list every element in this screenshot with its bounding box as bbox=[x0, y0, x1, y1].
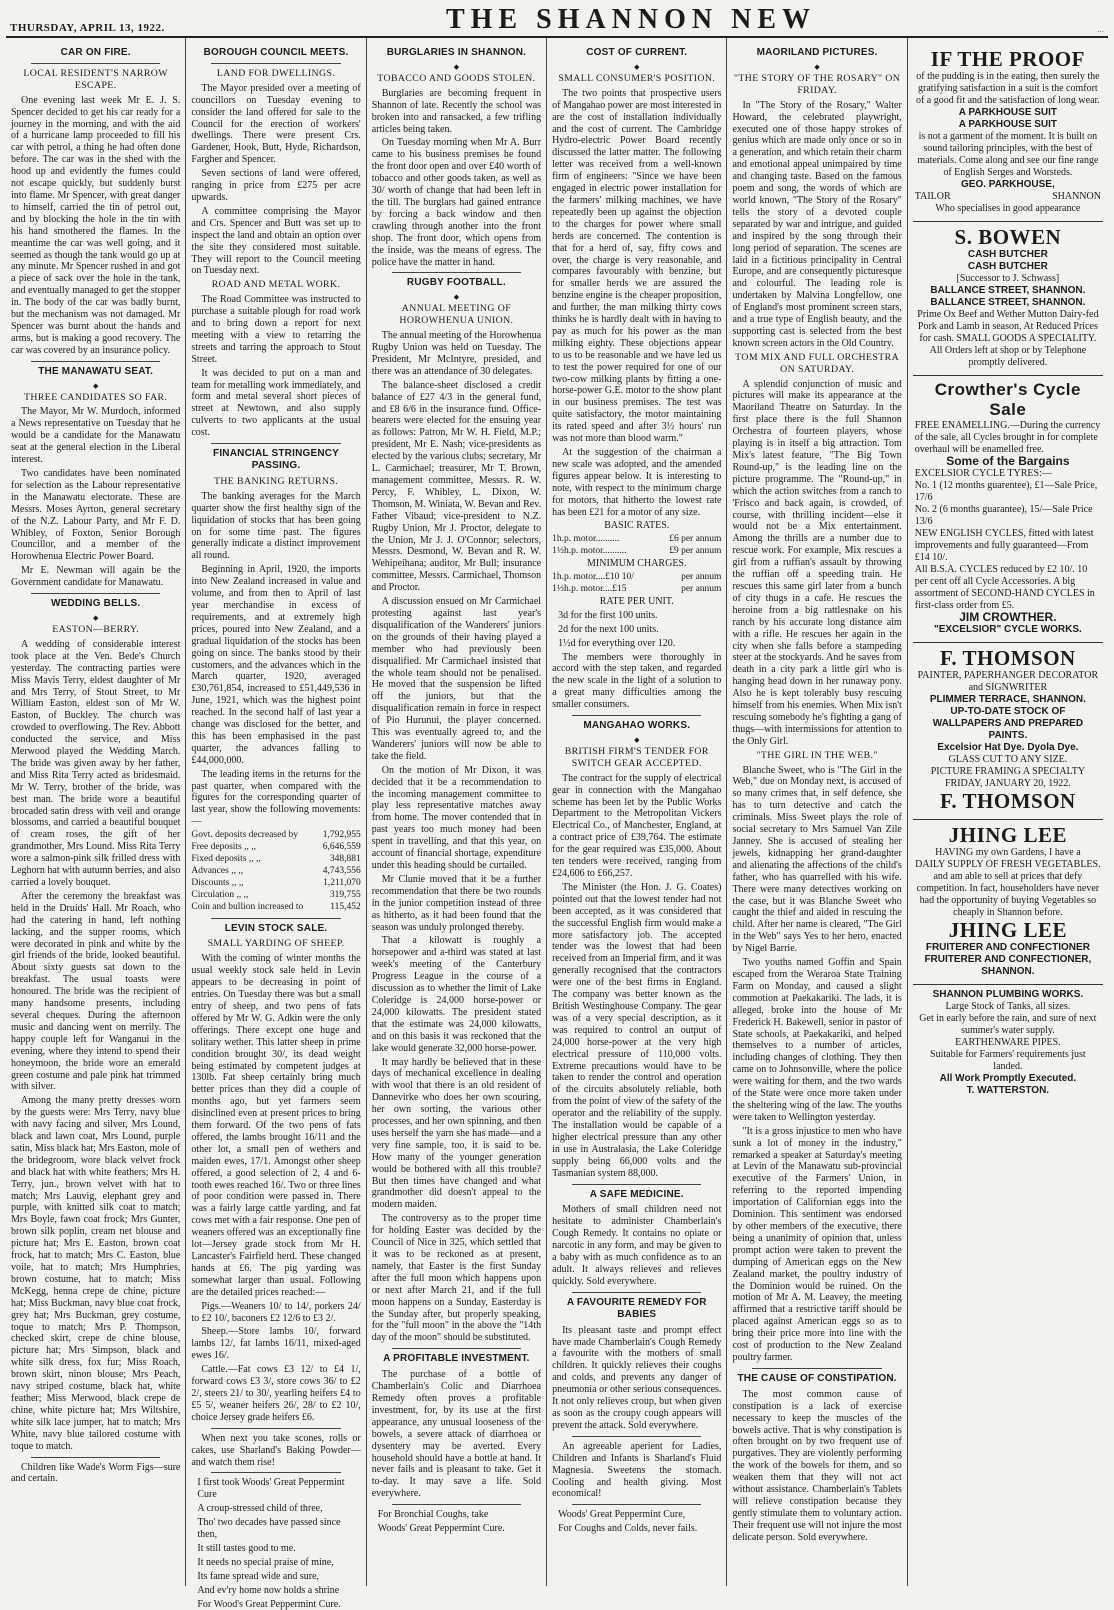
article-heading: MANGAHAO WORKS. bbox=[583, 720, 691, 732]
unit-rate: 1½d for everything over 120. bbox=[558, 637, 676, 649]
advert-name: GEO. PARKHOUSE, bbox=[961, 179, 1055, 190]
advert-title: Crowther's Cycle Sale bbox=[934, 380, 1081, 419]
advert-line: For Bronchial Coughs, take bbox=[377, 1509, 489, 1521]
article-paragraph: Two youths named Goffin and Spain escaped from the Weraroa State Training Farm on Monday, and caused a slight commotion at Paekakariki. The lads, it is alleged, broke into the house of Mr Frederick H. Bakewell, senior in pastor of State schools, at Paekakariki, and helped themselves to a number of articles, including changes of clothing. They then came on to Johnsonville, where the police were waiting for them, and the two wards of the State were once more taken under the sheltering wing of the law. The youths were taken to Wellington yesterday. bbox=[732, 957, 902, 1123]
verse-line: Its fame spread wide and sure, bbox=[197, 1570, 319, 1582]
article-subheading: THREE CANDIDATES SO FAR. bbox=[24, 391, 168, 403]
newspaper-title: THE SHANNON NEW bbox=[445, 4, 817, 35]
parkhouse-advert bbox=[913, 44, 1103, 222]
banking-table: Govt. deposits decreased by 1,792,955 Free deposits ,, ,, 6,646,559 Fixed deposits ,, ,, 348,881 Advances ,, ,, 4,743,556 Discounts ,, ,, 1,211,070 Circulation ,, ,, 319,755 Coin and bullion increased to 115,452 bbox=[191, 830, 361, 912]
advert-body: is not a garment of the moment. It is built on sound tailoring principles, with the best of materials. Come along and see our fine range of English Serges and Worsteds. bbox=[917, 131, 1099, 178]
article-paragraph: Mothers of small children need not hesitate to administer Chamberlain's Cough Remedy. It contains no opiate or narcotic in any form, and may be given to a baby with as much confidence as to an adult. It always relieves and relieves quickly. Sold everywhere. bbox=[552, 1204, 722, 1287]
article-paragraph: The banking averages for the March quarter show the first healthy sign of the liquidation of stocks that has been going on for some time past. The figures generally indicate a distinct improvement all round. bbox=[191, 490, 361, 562]
advert-title: IF THE PROOF bbox=[930, 47, 1085, 71]
article-subheading: "THE STORY OF THE ROSARY" ON FRIDAY. bbox=[733, 72, 901, 96]
bowen-advert bbox=[913, 222, 1103, 376]
article-paragraph: Its pleasant taste and prompt effect have made Chamberlain's Cough Remedy a favourite with the mothers of small children. It quickly relieves their coughs and colds, and prevents any danger of pneumonia or other serious consequences. It not only relieves croup, but when given as soon as the croupy cough appears will prevent the attack. Sold everywhere. bbox=[552, 1324, 722, 1431]
article-subheading: TOBACCO AND GOODS STOLEN. bbox=[377, 72, 536, 84]
article-paragraph: On Tuesday morning when Mr A. Burr came to his business premises he found the front door open and over £40 worth of tobacco and other goods taken, as well as 30/ worth of change that had been left in the till. The burglars had gained entrance by forcing a back window and then crawling through another into the front shop. The front door, which opens from the inside, was the means of egress. The police have the matter in hand. bbox=[371, 137, 542, 268]
article-paragraph: Seven sections of land were offered, ranging in price from £275 per acre upwards. bbox=[191, 168, 361, 203]
article-paragraph: The contract for the supply of electrical gear in connection with the Mangahao scheme has been let by the Public Works Department to the Metropolitan Vickers Electrical Co., of Manchester, England, at a contract price of £39,764. The estimate for the gear required was £35,000. About ten tenders were received, ranging from £24,606 to £66,257. bbox=[552, 772, 722, 879]
article-heading: A PROFITABLE INVESTMENT. bbox=[383, 1353, 530, 1365]
advert-line: HAVING my own Gardens, I have a bbox=[935, 846, 1081, 858]
thomson-advert bbox=[913, 643, 1103, 820]
verse-line: For Wood's Great Peppermint Cure. bbox=[197, 1598, 341, 1610]
advert-line: Woods' Great Peppermint Cure, bbox=[558, 1509, 686, 1521]
article-paragraph: That a kilowatt is roughly a horsepower and a-third was stated at last week's meeting of the Canterbury Progress League in the course of a discussion as to whether the limit of Lake Coleridge is 24,000 horse-power or 24,000 kilowatts. The president stated that the estimate was 24,000 kilowatts, and on this basis it was reckoned that the lake would generate 32,000 horse-power. bbox=[371, 935, 542, 1054]
advert-line: PICTURE FRAMING A SPECIALTY FRIDAY, JANUARY 20, 1922. bbox=[930, 765, 1086, 789]
jhing-lee-advert bbox=[913, 820, 1103, 985]
rates-heading: RATE PER UNIT. bbox=[599, 595, 674, 607]
masthead-right: ... bbox=[1097, 24, 1104, 34]
article-paragraph: The Road Committee was instructed to purchase a suitable plough for road work and to bring down a report for next meeting with a view to retarring the streets and tarring the approach to Stout Street. bbox=[191, 294, 361, 365]
verse-line: And ev'ry home now holds a shrine bbox=[197, 1584, 340, 1596]
advert-trade: TAILOR bbox=[914, 191, 951, 202]
advert-line: UP-TO-DATE STOCK OF WALLPAPERS AND PREPARED PAINTS. bbox=[932, 705, 1084, 741]
unit-rate: 3d for the first 100 units. bbox=[558, 609, 658, 621]
article-paragraph: The members were thoroughly in accord with the step taken, and regarded the new scale in the light of a solution to a great many difficulties among the smaller consumers. bbox=[552, 651, 722, 711]
article-subheading: EASTON—BERRY. bbox=[52, 623, 140, 635]
article-subheading: LOCAL RESIDENT'S NARROW ESCAPE. bbox=[23, 67, 168, 91]
article-paragraph: One evening last week Mr E. J. S. Spencer decided to get his car ready for a journey in the morning, and with the aid of a hurricane lamp proceeded to fill his car with petrol, a thing he had often done before. The car was in the shed with the hood up and evidently the fumes could not escape quickly, but suddenly burst into flame. Mr Spencer, with great danger to himself, carried the tin of petrol out, and by blocking the hole in the tin with his hand smothered the flames. In the meantime the car was well going, and it seemed as though the tank would go up at any minute. Mr Spencer rushed in and got a piece of sack over the hole in the tank, and eventually managed to get the stopper in. The body of the car was badly burnt, but the mechanism was not damaged. Mr Spencer was burnt about the hands and arms, but is making a good recovery. The car was covered by an insurance policy. bbox=[11, 94, 181, 356]
advert-line: Suitable for Farmers' requirements just landed. bbox=[930, 1048, 1086, 1072]
advert-line: All Work Promptly Executed. bbox=[939, 1072, 1077, 1084]
advert-name: F. THOMSON bbox=[940, 788, 1076, 813]
advert-title: JHING LEE bbox=[948, 917, 1068, 942]
basic-rates-table: 1h.p. motor.......... £6 per annum 1½h.p. motor.......... £9 per annum bbox=[552, 534, 722, 557]
article-paragraph: Beginning in April, 1920, the imports into New Zealand increased in value and volume, and from then to April of last year merchandise in excess of requirements, and at extremely high prices, poured into New Zealand, and a gradual liquidation of the stocks has been going on since. The banks stood by their customers, and the advances which in the March quarter, 1920, averaged £30,761,854, increased to £51,449,536 in June, 1921, which was the highest point reached. In the second half of last year a change was disclosed for the better, and this has been emphasised in the past quarter, the advances falling to £44,000,000. bbox=[191, 564, 361, 766]
article-paragraph: A committee comprising the Mayor and Crs. Spencer and Butt was set up to inspect the land and obtain an option over the site they considered most suitable. They will report to the Council meeting on Tuesday next. bbox=[191, 205, 361, 277]
article-paragraph: After the ceremony the breakfast was held in the Druids' Hall. Mr Roach, who had the catering in hand, left nothing lacking, and the supper rooms, which were decorated in pink and white by the girl friends of the bride, looked beautiful. About sixty guests sat down to the breakfast. The usual toasts were honoured. The bride was the recipient of many handsome presents, including several cheques. During the afternoon music and dancing went on merrily. The happy couple left for Wanganui in the evening, where they intend to spend their honeymoon, the bride wore an emerald green costume and pale pink hat trimmed with silver. bbox=[11, 890, 181, 1093]
advert-title: JHING LEE bbox=[948, 822, 1068, 847]
article-heading: CAR ON FIRE. bbox=[60, 47, 131, 58]
article-paragraph: The annual meeting of the Horowhenua Rugby Union was held on Tuesday. The President, Mr McIntyre, presided, and there was an attendance of 30 delegates. bbox=[371, 330, 542, 377]
article-paragraph: Pigs.—Weaners 10/ to 14/, porkers 24/ to £2 10/, baconers £2 12/6 to £3 2/. bbox=[191, 1300, 361, 1324]
advert-line: DAILY SUPPLY OF FRESH VEGETABLES. bbox=[915, 858, 1101, 870]
article-subheading: "THE GIRL IN THE WEB." bbox=[756, 749, 878, 761]
crowther-advert bbox=[913, 376, 1103, 643]
article-heading: WEDDING BELLS. bbox=[50, 598, 141, 610]
article-paragraph: The purchase of a bottle of Chamberlain's Colic and Diarrhoea Remedy often proves a profitable investment, for, by its use at the first appearance, any unusual looseness of the bowels, a severe attack of diarrhoea or dysentery may be averted. Every household should have a bottle at hand. It never fails and is pleasant to take. Get it to-day. It may save a life. Sold everywhere. bbox=[371, 1369, 542, 1500]
article-paragraph: Cattle.—Fat cows £3 12/ to £4 1/, forward cows £3 3/, store cows 36/ to £2 2/, steers 21/ to 30/, yearling heifers £4 to £5 5/, weaner heifers 26/, 28/ to £2 10/, choice Jersey grade heifers £6. bbox=[191, 1364, 361, 1423]
advert-line: When next you take scones, rolls or cakes, use Sharland's Baking Powder—and watch them rise! bbox=[191, 1432, 361, 1468]
minimum-charges-table: 1h.p. motor....£10 10/ per annum 1½h.p. motor....£15 per annum bbox=[552, 572, 722, 594]
article-paragraph: Sheep.—Store lambs 10/, forward lambs 12/, fat lambs 16/11, mixed-aged ewes 16/. bbox=[191, 1326, 361, 1362]
article-paragraph: Burglaries are becoming frequent in Shannon of late. Recently the school was broken into and ransacked, a few trifling articles being taken. bbox=[371, 87, 542, 135]
advert-line: For Coughs and Colds, never fails. bbox=[558, 1523, 698, 1535]
advert-line: "EXCELSIOR" CYCLE WORKS. bbox=[933, 623, 1082, 635]
article-paragraph: On the motion of Mr Dixon, it was decided that it be a recommendation to the incoming management committee to play less representative matches away from home. The mover contended that in past years too much money had been spent in travelling, and that this year, on account of financial shortage, expenditure under this heading should be curtailed. bbox=[371, 764, 542, 871]
rates-heading: BASIC RATES. bbox=[604, 520, 670, 532]
advert-line: No. 1 (12 months guarentee), £1—Sale Price, 17/6 bbox=[914, 479, 1098, 503]
advert-body: Prime Ox Beef and Wether Mutton Dairy-fed Pork and Lamb in season, At Reduced Prices for cash. SMALL GOODS A SPECIALITY. All Orders left at shop or by Telephone promptly delivered. bbox=[917, 309, 1099, 368]
article-heading: MAORILAND PICTURES. bbox=[756, 47, 878, 58]
article-paragraph: Among the many pretty dresses worn by the guests were: Mrs Terry, navy blue with navy facing and silver, Mrs Lound, black and lawn coat, Mrs Lound, purple satin, Miss black hat; Mrs Easton, mole of the bridegroom, wore black velvet frock and black hat with white feathers; Mrs H. Terry, jun., brown velvet with hat to match; Mrs Lauvig, elephant grey and purple, with knitted silk coat to match; Mrs Boyle, fawn coat frock; Mrs Gunter, brown silk poplin, cream net blouse and picture hat; Mrs E. Easton, brown coat frock, hat to match; Mrs C. Easton, blue voile, hat to match; Mrs Humphries, brown costume, hat to match; Miss McKegg, henna crepe de chine, picture hat; Miss Buckman, navy blue coat frock, grey hat; Mrs Buckman, grey costume, toque to match; Mrs P. Thompson, checked skirt, crepe de chine blouse, picture hat; Mrs Simpson, black and white silk dress, fox fur; Miss Roach, brown skirt, ninon blouse; Mrs Peach, navy striped costume, black hat, white feather; Miss Merwood, black crepe de chine, white picture hat; Mrs Wiltshire, white silk lace jumper, hat to match; Mrs White, navy blue tailored costume with toque to match. bbox=[11, 1095, 181, 1452]
article-heading: FINANCIAL STRINGENCY PASSING. bbox=[213, 448, 340, 471]
advert-line: [Successor to J. Schwass] bbox=[956, 273, 1060, 284]
article-heading: RUGBY FOOTBALL. bbox=[406, 277, 506, 289]
article-paragraph: The Mayor, Mr W. Murdoch, informed a News representative on Tuesday that he would be a candidate for the Manawatu seat at the general election in the Liberal interest. bbox=[11, 406, 181, 466]
article-subheading: SMALL YARDING OF SHEEP. bbox=[207, 938, 345, 950]
article-heading: A FAVOURITE REMEDY FOR BABIES bbox=[566, 1296, 707, 1320]
article-paragraph: It was decided to put on a man and team for metalling work immediately, and form and metal several short pieces of street at Newtown, and also supply culverts to two applicants at the usual cost. bbox=[191, 367, 361, 439]
article-heading: COST OF CURRENT. bbox=[586, 47, 688, 58]
verse-line: I first took Woods' Great Peppermint Cure bbox=[197, 1477, 345, 1501]
article-paragraph: The leading items in the returns for the past quarter, when compared with the figures for the corresponding quarter of last year, show the following movements:— bbox=[191, 768, 361, 828]
article-heading: THE MANAWATU SEAT. bbox=[38, 365, 154, 377]
advert-title: S. BOWEN bbox=[954, 225, 1062, 249]
advert-town: SHANNON bbox=[1052, 191, 1101, 202]
plumbing-advert bbox=[913, 985, 1103, 1103]
advert-column bbox=[908, 38, 1108, 1586]
article-subheading: THE BANKING RETURNS. bbox=[213, 475, 339, 487]
verse-line: A croup-stressed child of three, bbox=[197, 1503, 323, 1515]
article-heading: THE CAUSE OF CONSTIPATION. bbox=[737, 1372, 897, 1384]
article-subheading: ANNUAL MEETING OF HOROWHENUA UNION. bbox=[399, 303, 514, 327]
verse-line: It still tastes good to me. bbox=[197, 1542, 296, 1554]
article-paragraph: It may hardly be believed that in these days of mechanical excellence in dealing with wool that there is an old resident of Dannevirke who does her own scouring, her own sorting, the various other processes, and her own spinning, and then uses herself the yarn she has made—and a very fine sample, too, it is said to be. How many of the younger generation would be bothered with all this trouble? But then times have changed and what grandmother did doesn't appeal to the modern maiden. bbox=[371, 1056, 542, 1211]
advert-line: FRUITERER AND CONFECTIONER FRUITERER AND CONFECTIONER, SHANNON. bbox=[924, 941, 1092, 977]
article-paragraph: In "The Story of the Rosary," Walter Howard, the celebrated playwright, executed one of those happy strokes of genius which are made only once or so in a generation, and which retain their charm and emotional appeal unimpaired by time and changing taste. Based on the famous poem and song, the words of which are world known, "The Story of the Rosary" tells the story of a devoted couple separated by war and intrigue, and guided and inspired by the song through their long period of separation. The scenes are laid in a fictitious principality in Central Europe, and are consequently picturesque and colourful. The leading role is undertaken by Malvina Longfellow, one of England's most prominent screen stars, and a true type of English beauty, and the supporting cast is selected from the best known screen actors in the Old Country. bbox=[732, 99, 902, 349]
advert-name: JIM CROWTHER. bbox=[959, 609, 1057, 624]
article-subheading: TOM MIX AND FULL ORCHESTRA ON SATURDAY. bbox=[735, 351, 900, 375]
issue-date: THURSDAY, APRIL 13, 1922. bbox=[10, 22, 165, 34]
advert-line: GLASS CUT TO ANY SIZE. bbox=[948, 753, 1068, 765]
article-paragraph: A splendid conjunction of music and pictures will make its appearance at the Maoriland Theatre on Saturday. In the first place there is the full Shannon Orchestra of fourteen players, whose playing is in itself a big attraction. Tom Mix's latest feature, "The Big Town Round-up," is the leading line on the picture programme. The "Round-up," in which the action switches from a ranch to 'Frisco and back again, is crowded, of course, with thrilling incident—else it would not be a Mix entertainment. Among the thrills are a number due to rescue work. For example, Mix rescues a girl from a ruffian's assault by throwing the ruffian off a speeding train. He rescues this same girl later from a bunch of city thugs in a cafe. He rescues the heroine from a big rattlesnake on his ranch by his accurate long distance aim with a rifle. He rescues her again in the city when she falls before a stampeding steer at the stockyards. And he saves from death in a city park a little girl who is hanging head down in her runaway pony. Also he is kept tolerably busy rescuing himself from his enemies. When Mix isn't rescuing somebody he's fighting a gang of thugs—with intermissions for attention to the Only Girl. bbox=[732, 378, 902, 747]
article-paragraph: Two candidates have been nominated for selection as the Labour representative in the Manawatu electorate. These are Messrs. Moses Ayrton, general secretary of the N.Z. Labour Party, and Mr F. D. Whibley, of Foxton, Senior Borough Councillor, and a member of the Horowhenua Electric Power Board. bbox=[11, 468, 181, 563]
advert-line: Excelsior Hat Dye. Dyola Dye. bbox=[937, 741, 1079, 753]
article-paragraph: The Minister (the Hon. J. G. Coates) pointed out that the lowest tender had not been accepted, as it was considered that the successful English firm would make a more satisfactory job. The accepted tender was the lowest that had been received from an Imperial firm, and it was generally recognised that the contractors were one of the best firms in England. The company was better known as the British Westinghouse Company. The gear was of a very special description, as it was required to control an output of 24,000 horse-power at the very high electrical pressure of 110,000 volts. Extreme precautions would have to be taken to render the control and operation of the circuits absolutely reliable, both from the point of view of the safety of the operator and the reliability of the supply. The installation would be capable of a higher electrical pressure than any other in use in Australasia, the Lake Coleridge supply being 66,000 volts and the Tasmanian system 88,000. bbox=[552, 881, 722, 1179]
article-subheading: LAND FOR DWELLINGS. bbox=[216, 67, 336, 79]
advert-line: An agreeable aperient for Ladies, Children and Infants is Sharland's Fluid Magnesia. Sweetens the stomach. Cooling and health giving. Most economical! bbox=[552, 1440, 722, 1500]
advert-line: Large Stock of Tanks, all sizes. bbox=[945, 1000, 1071, 1012]
masthead bbox=[6, 0, 1108, 38]
advert-address: BALLANCE STREET, SHANNON. bbox=[930, 285, 1086, 296]
article-heading: LEVIN STOCK SALE. bbox=[224, 922, 328, 934]
article-subheading: BRITISH FIRM'S TENDER FOR SWITCH GEAR ACCEPTED. bbox=[564, 745, 709, 769]
advert-address: BALLANCE STREET, SHANNON. bbox=[930, 297, 1086, 308]
article-paragraph: The controversy as to the proper time for holding Easter was decided by the Council of Nice in 325, which settled that it was to be reckoned as at present, namely, that Easter is the first Sunday after the full moon which happens upon or next after March 21, and if the full moon happens on a Sunday, Easterday is the Sunday after, but properly speaking, for the "full moon" in the above the "14th day of the moon" should be substituted. bbox=[371, 1213, 542, 1344]
article-heading: BOROUGH COUNCIL MEETS. bbox=[203, 47, 349, 58]
article-paragraph: Mr Clunie moved that it be a further recommendation that there be two rounds in the junior competition instead of three as hitherto, as it had been found that the season was unduly prolonged thereby. bbox=[371, 873, 542, 933]
column-4: COST OF CURRENT. ◆ SMALL CONSUMER'S POSITION. The two points that prospective users of Mangahao power are most interested in are the cost of installation individually and the cost of current. The Cambridge Hydro-electric Power Board recently discussed the latter matter. The following letter was received from a well-known firm of engineers: "Since we have been engaged in electric power installation for the farmers' milking machines, we have repeatedly been up against the objection to the charges for power where small herds are concerned. The contention is that for a herd of, say, fifty cows and over, the charge is very reasonable, and compares favourably with benzine, but for smaller herds we are assured the benzine engine is the cheaper proposition, and further, the man milking thirty cows thinks he is hardly dealt with in having to pay as much for his power as the man milking eighty. These objections appear to us to be reasonable and we have led us to test the power required for one of our two-cow milking plants by fitting a one-horse-power G.E. motor to the show plant in our business premises. The test was quite satisfactory, the motor maintaining its rated speed and after 3½ hours' run was not more than blood warm." At the suggestion of the chairman a new scale was adopted, and the amended figures appear below. It is interesting to note, with respect to the minimum charge for motors, that hitherto the lowest rate has been £21 for a motor of any size. BASIC RATES. 1h.p. motor.......... £6 per annum 1½h.p. motor.......... £9 per annum MINIMUM CHARGES. 1h.p. motor....£10 10/ per annum 1½h.p. motor....£15 per annum RATE PER UNIT. 3d for the first 100 units. 2d for the next 100 units. 1½d for everything over 120. The members were thoroughly in accord with the step taken, and regarded the new scale in the light of a solution to a great many difficulties among the smaller consumers. MANGAHAO WORKS. ◆ BRITISH FIRM'S TENDER FOR SWITCH GEAR ACCEPTED. The contract for the supply of electrical gear in connection with the Mangahao scheme has been let by the Public Works Department to the Metropolitan Vickers Electrical Co., of Manchester, England, at a contract price of £39,764. The estimate for the gear required was £35,000. About ten tenders were received, ranging from £24,606 to £66,257. The Minister (the Hon. J. G. Coates) pointed out that the lowest tender had not been accepted, as it was considered that the successful English firm would make a more satisfactory job. The accepted tender was the lowest that had been received from an Imperial firm, and it was generally recognised that the contractors were one of the best firms in England. The company was better known as the British Westinghouse Company. The gear was of a very special description, as it was required to control an output of 24,000 horse-power at the very high electrical pressure of 110,000 volts. Extreme precautions would have to be taken to render the control and operation of the circuits absolutely reliable, both from the point of view of the safety of the operator and the reliability of the supply. The installation would be capable of a higher electrical pressure than any other in use in Australasia, the Lake Coleridge supply being 66,000 volts and the Tasmanian system 88,000. A SAFE MEDICINE. Mothers of small children need not hesitate to administer Chamberlain's Cough Remedy. It contains no opiate or narcotic in any form, and may be given to a baby with as much confidence as to an adult. It always relieves and relieves quickly. Sold everywhere. A FAVOURITE REMEDY FOR BABIES Its pleasant taste and prompt effect have made Chamberlain's Cough Remedy a favourite with the mothers of small children. It quickly relieves their coughs and colds, and prevents any danger of pneumonia or other serious consequences. It not only relieves croup, but when given as soon as the croupy cough appears will prevent the attack. Sold everywhere. An agreeable aperient for Ladies, Children and Infants is Sharland's Fluid Magnesia. Sweetens the stomach. Cooling and health giving. Most economical! Woods' Great Peppermint Cure, For Coughs and Colds, never fails. bbox=[547, 38, 727, 1586]
advert-title: SHANNON PLUMBING WORKS. bbox=[932, 988, 1084, 1000]
advert-line: Woods' Great Peppermint Cure. bbox=[377, 1523, 505, 1535]
article-paragraph: The Mayor presided over a meeting of councillors on Tuesday evening to consider the land offered for sale to the Council for the erection of workers' dwellings. There were present Crs. Gardener, Hook, Butt, Hyde, Richardson, Fargher and Spencer. bbox=[191, 82, 361, 166]
advert-line: EARTHENWARE PIPES. bbox=[955, 1036, 1061, 1048]
article-subheading: ROAD AND METAL WORK. bbox=[211, 279, 341, 291]
article-paragraph: "It is a gross injustice to men who have sunk a lot of money in the industry," remarked a speaker at Saturday's meeting at Levin of the Manawatu sub-provincial executive of the Farmers' Union, in referring to the reported impending importation of Californian eggs into the Dominion. This sentiment was endorsed by other members of the executive, there being a unanimity of opinion that, unless prompt action were taken to prevent the dumping of American eggs on the New Zealand market, the poultry industry of the Dominion would be ruined. On the motion of Mr A. M. Leavey, the meeting affirmed that a restrictive tariff should be placed against American eggs so as to bring their price more into line with the cost of production to the New Zealand poultry farmer. bbox=[732, 1125, 902, 1363]
article-paragraph: A discussion ensued on Mr Carmichael protesting against last year's disqualification of the Wanderers' juniors on the grounds of their having played a member who had previously been disqualified. Mr Carmichael insisted that the whole team should not be penalised. He moved that the suspension be lifted off the juniors, but that the disqualification remain in force in respect of Pio Hurunui, the player concerned. This was eventually agreed to, and the Wanderers' juniors will now be able to take the field. bbox=[371, 596, 542, 762]
article-paragraph: Blanche Sweet, who is "The Girl in the Web," due on Monday next, is accused of so many crimes that, in self defence, she has to turn detective and catch the criminals. Miss Sweet plays the role of social secretary to Mrs Samuel Van Zile Janney. She is accused of stealing her jewels, kidnapping her grand-daughter and alienating the affections of the child's father, who has quarrelled with his wife. There were many detectives working on the case, but it was Blanche Sweet who caught the thief and aided in rescuing the child. After her name is cleared, "The Girl in the Web" says Yes to her hero, enacted by Nigel Barrie. bbox=[732, 764, 902, 955]
advert-body: and am able to sell at prices that defy competition. In fact, householders have never had the opportunity of buying Vegetables so cheaply in Shannon before. bbox=[916, 870, 1100, 918]
advert-line: EXCELSIOR CYCLE TYRES:— bbox=[914, 467, 1052, 479]
article-paragraph: The two points that prospective users of Mangahao power are most interested in are the cost of installation individually and the cost of current. The Cambridge Hydro-electric Power Board recently discussed the latter matter. The following letter was received from a well-known firm of engineers: "Since we have been engaged in electric power installation for the farmers' milking machines, we have repeatedly been up against the objection to the charges for power where small herds are concerned. The contention is that for a herd of, say, fifty cows and over, the charge is very reasonable, and compares favourably with benzine, but for smaller herds we are assured the benzine engine is the cheaper proposition, and further, the man milking thirty cows thinks he is hardly dealt with in having to pay as much for his power as the man milking eighty. These objections appear to us to be reasonable and we have led us to test the power required for one of our two-cow milking plants by fitting a one-horse-power G.E. motor to the show plant in our business premises. The test was quite satisfactory, the motor maintaining its rated speed and after 3½ hours' run was not more than blood warm." bbox=[552, 87, 722, 445]
advert-line: PAINTER, PAPERHANGER DECORATOR and SIGNWRITER bbox=[917, 669, 1099, 693]
article-paragraph: With the coming of winter months the usual weekly stock sale held in Levin appears to be decreasing in point of entries. On Tuesday there was but a small entry of sheep, and two pens of fats offered by Mr W. G. Adkin were the only offerings. There except one huge and solitary wether. This latter sheep in prime condition brought 30/, its dead weight being estimated by competent judges at 130lb. Fat sheep certainly bring much better prices than they did a couple of months ago, but yet farmers seem disinclined even at present prices to bring them forward. Of the two pens of fats offered, the lambs brought 16/11 and the other lot, a small pen of wethers and maiden ewes, 17/1. Amongst other sheep offered, a good selection of 2, 4 and 6-tooth ewes reached 16/. Two or three lines of poor condition were passed in. There was a fairly large cattle yarding, and fat cows met with a fair response. One pen of weaners offered was an exceptionally fine lot—Jersey grade stock from Mr H. Lancaster's Fairfield herd. These changed hands at £6. The pig yarding was somewhat larger than usual. Following are the detailed prices reached:— bbox=[191, 953, 361, 1298]
advert-line: Get in early before the rain, and sure of next summer's water supply. bbox=[919, 1012, 1097, 1036]
article-heading: A SAFE MEDICINE. bbox=[589, 1188, 684, 1200]
advert-line: No. 2 (6 months guarantee), 15/—Sale Price 13/6 bbox=[914, 503, 1093, 527]
advert-line: A PARKHOUSE SUIT bbox=[958, 107, 1058, 118]
advert-name: T. WATTERSTON. bbox=[966, 1084, 1050, 1096]
article-paragraph: At the suggestion of the chairman a new scale was adopted, and the amended figures appear below. It is interesting to note, with respect to the minimum charge for motors, that hitherto the lowest rate has been £21 for a motor of any size. bbox=[552, 447, 722, 518]
advert-body: of the pudding is in the eating, then surely the gratifying satisfaction in a suit is the comfort of a good fit and the satisfaction of long wear. bbox=[915, 71, 1100, 106]
advert-line: CASH BUTCHER bbox=[967, 249, 1048, 260]
advert-tagline: Who specialises in good appearance bbox=[935, 203, 1081, 214]
advert-body: NEW ENGLISH CYCLES, fitted with latest improvements and fully guaranteed—From £14 10/. bbox=[914, 527, 1094, 563]
column-3: BURGLARIES IN SHANNON. ◆ TOBACCO AND GOODS STOLEN. Burglaries are becoming frequent in Shannon of late. Recently the school was broken into and ransacked, a few trifling articles being taken. On Tuesday morning when Mr A. Burr came to his business premises he found the front door open and over £40 worth of tobacco and other goods taken, as well as 30/ worth of change that had been left in the till. The burglars had gained entrance by forcing a back window and then crawling through another into the front shop. The front door, which opens from the inside, was the means of egress. The police have the matter in hand. RUGBY FOOTBALL. ◆ ANNUAL MEETING OF HOROWHENUA UNION. The annual meeting of the Horowhenua Rugby Union was held on Tuesday. The President, Mr McIntyre, presided, and there was an attendance of 30 delegates. The balance-sheet disclosed a credit balance of £27 4/3 in the general fund, and £8 6/6 in the insurance fund. Office-bearers were elected for the ensuing year as follows: Patron, Mr W. H. Field, M.P.; president, Mr E. Nash; vice-presidents as elected by the various clubs; secretary, Mr L. Carmichael; treasurer, Mr T. Brown, management committee, Messrs. R. W. Percy, F. Whibley, L. Dixon, W. Thomson, M. Winiata, W. Bevan and Rev. Father Vibaud; vice-president to N.Z. Rugby Union, Mr J. Proctor, delegate to the Union, Mr J. J. O'Connor; selectors, Messrs. Desmond, W. Bevan and R. W. Wehipeihana; auditor, Mr Bull; insurance committee, Messrs. Carmichael, Thomson and Proctor. A discussion ensued on Mr Carmichael protesting against last year's disqualification of the Wanderers' juniors on the grounds of their having played a member who had previously been disqualified. Mr Carmichael insisted that the whole team should not be penalised. He moved that the suspension be lifted off the juniors, but that the disqualification remain in force in respect of Pio Hurunui, the player concerned. This was eventually agreed to, and the Wanderers' juniors will now be able to take the field. On the motion of Mr Dixon, it was decided that it be a recommendation to the incoming management committee to play less representative matches away from home. The mover contended that in past years too much money had been spent in travelling, and that this year, on account of financial shortage, expenditure under this heading should be curtailed. Mr Clunie moved that it be a further recommendation that there be two rounds in the junior competition instead of three as hitherto, as it had been found that the season was unduly prolonged thereby. That a kilowatt is roughly a horsepower and a-third was stated at last week's meeting of the Canterbury Progress League in the course of a discussion as to whether the limit of Lake Coleridge is 24,000 horse-power or 24,000 kilowatts. The president stated that the estimate was 24,000 kilowatts, and on this basis it was reckoned that the lake would generate 32,000 horse-power. It may hardly be believed that in these days of mechanical excellence in dealing with wool that there is an old resident of Dannevirke who does her own scouring, her own sorting, the various other processes, and her own spinning, and then uses herself the yarn she has made—and a very fine sample, too, it is said to be. How many of the younger generation would be bothered with all this trouble? But then times have changed and what grandmother did doesn't appeal to the modern maiden. The controversy as to the proper time for holding Easter was decided by the Council of Nice in 325, which settled that it was to be reckoned as at present, namely, that Easter is the first Sunday after the full moon which happens upon or next after March 21, and if the full moon happens on a Sunday, Easterday is the Sunday after, but properly speaking, for the "full moon" in the above the "14th day of the moon" should be substituted. A PROFITABLE INVESTMENT. The purchase of a bottle of Chamberlain's Colic and Diarrhoea Remedy often proves a profitable investment, for, by its use at the first appearance, any unusual looseness of the bowels, a severe attack of diarrhoea or dysentery may be averted. Every household should have a bottle at hand. It never fails and is pleasant to take. Get it to-day. It may save a life. Sold everywhere. For Bronchial Coughs, take Woods' Great Peppermint Cure. bbox=[367, 38, 547, 1586]
advert-address: PLIMMER TERRACE, SHANNON. bbox=[929, 693, 1086, 705]
advert-line: A PARKHOUSE SUIT bbox=[958, 119, 1058, 130]
column-2 bbox=[186, 38, 366, 1610]
advert-line: Some of the Bargains bbox=[946, 454, 1070, 468]
verse-line: Tho' two decades have passed since then, bbox=[197, 1517, 341, 1541]
advert-line: CASH BUTCHER bbox=[967, 261, 1048, 272]
advert-body: All B.S.A. CYCLES reduced by £2 10/. 10 per cent off all Cycle Accessories. A big assortment of SECOND-HAND CYCLES in first-class order from £5. bbox=[914, 563, 1095, 611]
advert-line: Children like Wade's Worm Figs—sure and certain. bbox=[11, 1461, 181, 1485]
unit-rate: 2d for the next 100 units. bbox=[558, 623, 659, 635]
advert-title: F. THOMSON bbox=[940, 645, 1076, 670]
article-paragraph: The most common cause of constipation is a lack of exercise necessary to keep the muscles of the bowels active. That is why constipation is often brought on by two frequent use of purgatives. They are violently performing the work of the bowels for them, and so weaken them that they will not act without assistance. Chamberlain's Tablets will relieve constipation because they gently stimulate them to voluntary action. Their frequent use will not injure the most delicate person. Sold everywhere. bbox=[732, 1388, 902, 1543]
column-5: MAORILAND PICTURES. ◆ "THE STORY OF THE ROSARY" ON FRIDAY. In "The Story of the Rosary," Walter Howard, the celebrated playwright, executed one of those happy strokes of genius which are made only once or so in a generation, and which retain their charm and emotional appeal unimpaired by time and changing taste. Based on the famous poem and song, the words of which are world known, "The Story of the Rosary" tells the story of a devoted couple separated by war and intrigue, and guided and inspired by the song through their long period of separation. The scenes are laid in a fictitious principality in Central Europe, and are consequently picturesque and colourful. The leading role is undertaken by Malvina Longfellow, one of England's most prominent screen stars, and a true type of English beauty, and the supporting cast is selected from the best known screen actors in the Old Country. TOM MIX AND FULL ORCHESTRA ON SATURDAY. A splendid conjunction of music and pictures will make its appearance at the Maoriland Theatre on Saturday. In the first place there is the full Shannon Orchestra of fourteen players, whose playing is in itself a big attraction. Tom Mix's latest feature, "The Big Town Round-up," is the leading line on the picture programme. The "Round-up," in which the action switches from a ranch to 'Frisco and back again, is crowded, of course, with thrilling incident—else it would not be a Mix entertainment. Among the thrills are a number due to rescue work. For example, Mix rescues a girl from a ruffian's assault by throwing the ruffian off a speeding train. He rescues this same girl later from a bunch of city thugs in a cafe. He rescues the heroine from a big rattlesnake on his ranch by his accurate long distance aim with a rifle. He rescues her again in the city when she falls before a stampeding steer at the stockyards. And he saves from death in a city park a little girl who is hanging head down in her runaway pony. Also he is kept tolerably busy rescuing himself from his enemies. When Mix isn't rescuing somebody he's fighting a gang of thugs—with intermissions for attention to the Only Girl. "THE GIRL IN THE WEB." Blanche Sweet, who is "The Girl in the Web," due on Monday next, is accused of so many crimes that, in self defence, she has to turn detective and catch the criminals. Miss Sweet plays the role of social secretary to Mrs Samuel Van Zile Janney. She is accused of stealing her jewels, kidnapping her grand-daughter and alienating the affections of the child's father, who has quarrelled with his wife. There were many detectives working on the case, but it was Blanche Sweet who caught the thief and aided in rescuing the child. After her name is cleared, "The Girl in the Web" says Yes to her hero, enacted by Nigel Barrie. Two youths named Goffin and Spain escaped from the Weraroa State Training Farm on Monday, and caused a slight commotion at Paekakariki. The lads, it is alleged, broke into the house of Mr Frederick H. Bakewell, senior in pastor of State schools, at Paekakariki, and helped themselves to a number of articles, including changes of clothing. They then came on to Johnsonville, where the police were waiting for them, and the two wards of the State were once more taken under the sheltering wing of the law. The youths were taken to Wellington yesterday. "It is a gross injustice to men who have sunk a lot of money in the industry," remarked a speaker at Saturday's meeting at Levin of the Manawatu sub-provincial executive of the Farmers' Union, in referring to the reported impending importation of Californian eggs into the Dominion. This sentiment was endorsed by other members of the executive, there being a unanimity of opinion that, unless prompt action were taken to prevent the dumping of American eggs on the New Zealand market, the poultry industry of the Dominion would be ruined. On the motion of Mr A. M. Leavey, the meeting affirmed that a restrictive tariff should be placed against American eggs so as to bring their price more into line with the cost of production to the New Zealand poultry farmer. THE CAUSE OF CONSTIPATION. The most common cause of constipation is a lack of exercise necessary to keep the muscles of the bowels active. That is why constipation is often brought on by two frequent use of purgatives. They are violently performing the work of the bowels for them, and so weaken them that they will not act without assistance. Chamberlain's Tablets will relieve constipation because they gently stimulate them to voluntary action. Their frequent use will not injure the most delicate person. Sold everywhere. bbox=[727, 38, 907, 1586]
article-subheading: SMALL CONSUMER'S POSITION. bbox=[558, 72, 716, 84]
verse-line: It needs no special praise of mine, bbox=[197, 1556, 334, 1568]
article-paragraph: A wedding of considerable interest took place at the Ven. Bede's Church yesterday. The contracting parties were Miss Mavis Terry, eldest daughter of Mr and Mrs Terry, of Stout Street, to Mr William Easton, eldest son of Mr W. Easton, of Buckley. The church was crowded to overflowing. The Rev. Abbott conducted the service, and Miss Merwood played the Wedding March. The bride was given away by her father, and Miss Rita Terry acted as bridesmaid. Mr W. Terry, brother of the bride, was best man. The bride wore a beautiful brocaded satin dress with veil and orange blossoms, and carried a beautiful bouquet of cream roses, the gift of her grandmother, Mrs Lound. Miss Rita Terry wore a salmon-pink silk frilled dress with Leghorn hat with autumn berries, and also carried a lovely bouquet. bbox=[11, 638, 181, 888]
advert-body: FREE ENAMELLING.—During the currency of the sale, all Cycles brought in for complete overhaul will be enamelled free. bbox=[914, 420, 1101, 455]
article-heading: BURGLARIES IN SHANNON. bbox=[386, 47, 527, 58]
article-paragraph: Mr E. Newman will again be the Government candidate for Manawatu. bbox=[11, 565, 181, 589]
column-1: CAR ON FIRE. LOCAL RESIDENT'S NARROW ESCAPE. One evening last week Mr E. J. S. Spencer decided to get his car ready for a journey in the morning, and with the aid of a hurricane lamp proceeded to fill his car with petrol, a thing he had often done before. The car was in the shed with the hood up and evidently the fumes could not escape quickly, but suddenly burst into flame. Mr Spencer, with great danger to himself, carried the tin of petrol out, and by blocking the hole in the tin with his hand smothered the flames. In the meantime the car was well going, and it seemed as though the tank would go up at any minute. Mr Spencer rushed in and got a piece of sack over the hole in the tank, and eventually managed to get the stopper in. The body of the car was badly burnt, but the mechanism was not damaged. Mr Spencer was burnt about the hands and arms, but is making a good recovery. The car was covered by an insurance policy. THE MANAWATU SEAT. ◆ THREE CANDIDATES SO FAR. The Mayor, Mr W. Murdoch, informed a News representative on Tuesday that he would be a candidate for the Manawatu seat at the general election in the Liberal interest. Two candidates have been nominated for selection as the Labour representative in the Manawatu electorate. These are Messrs. Moses Ayrton, general secretary of the N.Z. Labour Party, and Mr F. D. Whibley, of Foxton, Senior Borough Councillor, and a member of the Horowhenua Electric Power Board. Mr E. Newman will again be the Government candidate for Manawatu. WEDDING BELLS. ◆ EASTON—BERRY. A wedding of considerable interest took place at the Ven. Bede's Church yesterday. The contracting parties were Miss Mavis Terry, eldest daughter of Mr and Mrs Terry, of Stout Street, to Mr William Easton, eldest son of Mr W. Easton, of Buckley. The church was crowded to overflowing. The Rev. Abbott conducted the service, and Miss Merwood played the Wedding March. The bride was given away by her father, and Miss Rita Terry acted as bridesmaid. Mr W. Terry, brother of the bride, was best man. The bride wore a beautiful brocaded satin dress with veil and orange blossoms, and carried a beautiful bouquet of cream roses, the gift of her grandmother, Mrs Lound. Miss Rita Terry wore a salmon-pink silk frilled dress with Leghorn hat with autumn berries, and also carried a lovely bouquet. After the ceremony the breakfast was held in the Druids' Hall. Mr Roach, who had the catering in hand, left nothing lacking, and the supper rooms, which were decorated in pink and white by the girl friends of the bride, looked beautiful. About sixty guests sat down to the breakfast. The usual toasts were honoured. The bride was the recipient of many handsome presents, including several cheques. During the afternoon music and dancing went on merrily. The happy couple left for Wanganui in the evening, where they intend to spend their honeymoon, the bride wore an emerald green costume and pale pink hat trimmed with silver. Among the many pretty dresses worn by the guests were: Mrs Terry, navy blue with navy facing and silver, Mrs Lound, black and lawn coat, Mrs Lound, purple satin, Miss black hat; Mrs Easton, mole of the bridegroom, wore black velvet frock and black hat with white feathers; Mrs H. Terry, jun., brown velvet with hat to match; Mrs Lauvig, elephant grey and purple, with knitted silk coat to match; Mrs Boyle, fawn coat frock; Mrs Gunter, brown silk poplin, cream net blouse and picture hat; Mrs E. Easton, brown coat frock, hat to match; Mrs C. Easton, blue voile, hat to match; Mrs Humphries, brown costume, hat to match; Miss McKegg, henna crepe de chine, picture hat; Miss Buckman, navy blue coat frock, grey hat; Mrs Buckman, grey costume, toque to match; Mrs P. Thompson, checked skirt, crepe de chine blouse, picture hat; Mrs Simpson, black and white silk dress, fox fur; Miss Roach, brown skirt, ninon blouse; Mrs Peach, navy striped costume, black hat, white feather; Miss Merwood, black crepe de chine, white picture hat; Mrs Wiltshire, white silk lace jumper, hat to match; Mrs White, navy blue tailored costume with toque to match. Children like Wade's Worm Figs—sure and certain. bbox=[6, 38, 186, 1586]
article-paragraph: The balance-sheet disclosed a credit balance of £27 4/3 in the general fund, and £8 6/6 in the insurance fund. Office-bearers were elected for the ensuing year as follows: Patron, Mr W. H. Field, M.P.; president, Mr E. Nash; vice-presidents as elected by the various clubs; secretary, Mr L. Carmichael; treasurer, Mr T. Brown, management committee, Messrs. R. W. Percy, F. Whibley, L. Dixon, W. Thomson, M. Winiata, W. Bevan and Rev. Father Vibaud; vice-president to N.Z. Rugby Union, Mr J. Proctor, delegate to the Union, Mr J. J. O'Connor; selectors, Messrs. Desmond, W. Bevan and R. W. Wehipeihana; auditor, Mr Bull; insurance committee, Messrs. Carmichael, Thomson and Proctor. bbox=[371, 379, 542, 594]
rates-heading: MINIMUM CHARGES. bbox=[587, 558, 687, 570]
